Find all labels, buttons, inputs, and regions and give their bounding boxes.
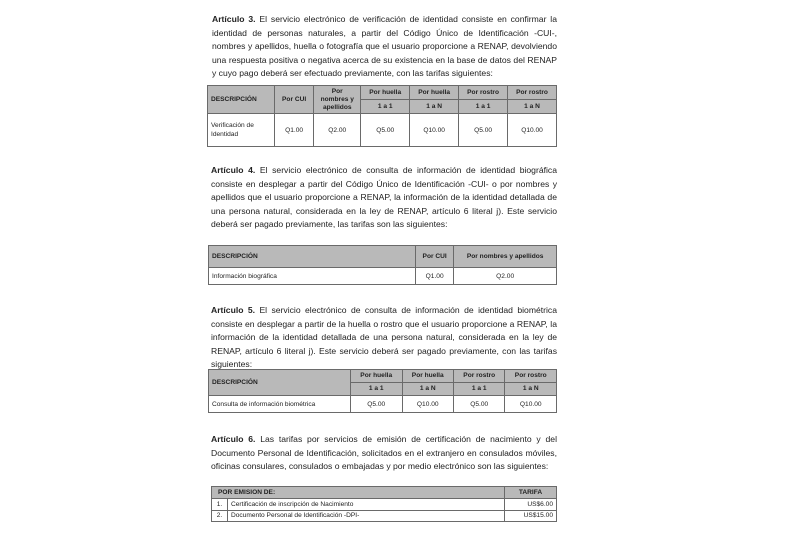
article-6-paragraph <box>211 433 557 474</box>
article-3-table <box>207 85 557 147</box>
table-cell: Q1.00 <box>275 114 314 147</box>
table-cell: Q5.00 <box>361 114 410 147</box>
col-header: Por rostro <box>459 86 508 100</box>
article-4-paragraph <box>211 164 557 232</box>
article-6-table <box>211 486 557 522</box>
article-5-text: El servicio electrónico de consulta de información de identidad biométrica consiste en desplegar a partir de la huella o rostro que el usuario proporcione a RENAP, la información de la identidad detallada de una persona natural, considerada en la ley de RENAP, artículo 6 literal j). Este servicio deberá ser pagado previamente, con las tarifas siguientes: <box>211 305 557 370</box>
col-header: Por huella <box>361 86 410 100</box>
sub-header: 1 a 1 <box>351 383 403 396</box>
article-4-heading: Artículo 4. <box>211 165 256 175</box>
article-5-paragraph <box>211 304 557 372</box>
sub-header: 1 a N <box>508 100 557 114</box>
table-cell: Q5.00 <box>351 396 403 413</box>
table-cell: Verificación de Identidad <box>208 114 275 147</box>
col-header: Por nombres y apellidos <box>454 246 557 268</box>
table-cell: Certificación de inscripción de Nacimiento <box>228 499 505 511</box>
table-cell: Q2.00 <box>454 268 557 285</box>
col-header: Por huella <box>402 370 454 383</box>
col-header: Por rostro <box>505 370 557 383</box>
article-4-text: El servicio electrónico de consulta de información de identidad biográfica consiste en desplegar a partir del Código Único de Identificación -CUI- o por nombres y apellidos que el usuario proporcione a RENAP, la información de la identidad detallada de una persona natural, considerada en la ley de RENAP, artículo 6 literal j). Este servicio deberá ser pagado previamente, las tarifas son las siguientes: <box>211 165 557 230</box>
col-header: Por huella <box>410 86 459 100</box>
sub-header: 1 a N <box>505 383 557 396</box>
row-number: 1. <box>212 499 228 511</box>
table-cell: Q1.00 <box>416 268 454 285</box>
col-header: Por rostro <box>508 86 557 100</box>
table-cell: Documento Personal de Identificación -DPI- <box>228 510 505 522</box>
col-header: Por CUI <box>275 86 314 114</box>
table-cell: Q5.00 <box>454 396 505 413</box>
col-header: Por huella <box>351 370 403 383</box>
article-3-text: El servicio electrónico de verificación de identidad consiste en confirmar la identidad de personas naturales, a partir del Código Único de Identificación -CUI-, nombres y apellidos, huella o fotografía que el usuario proporcione a RENAP, devolviendo una respuesta positiva o negativa acerca de su existencia en la base de datos del RENAP y cuyo pago deberá ser efectuado previamente, con las tarifas siguientes: <box>212 14 557 79</box>
table-cell: Q5.00 <box>459 114 508 147</box>
article-6-heading: Artículo 6. <box>211 434 256 444</box>
article-6-text: Las tarifas por servicios de emisión de certificación de nacimiento y del Documento Personal de Identificación, solicitados en el extranjero en consulados móviles, oficinas consulares, consulados o embajadas y por medio electrónico son las siguientes: <box>211 434 557 472</box>
col-header: Por CUI <box>416 246 454 268</box>
article-4-table <box>208 245 557 285</box>
table-cell: Q10.00 <box>505 396 557 413</box>
sub-header: 1 a N <box>402 383 454 396</box>
table-cell: US$6.00 <box>505 499 557 511</box>
col-header: DESCRIPCIÓN <box>209 246 416 268</box>
table-cell: US$15.00 <box>505 510 557 522</box>
table-cell: Q10.00 <box>402 396 454 413</box>
table-cell: Q10.00 <box>508 114 557 147</box>
table-cell: Consulta de información biométrica <box>209 396 351 413</box>
col-header: DESCRIPCIÓN <box>208 86 275 114</box>
article-5-heading: Artículo 5. <box>211 305 256 315</box>
table-cell: Información biográfica <box>209 268 416 285</box>
table-cell: Q10.00 <box>410 114 459 147</box>
article-3-heading: Artículo 3. <box>212 14 256 24</box>
sub-header: 1 a 1 <box>454 383 505 396</box>
article-5-table <box>208 369 557 413</box>
col-header: POR EMISION DE: <box>212 487 505 499</box>
row-number: 2. <box>212 510 228 522</box>
article-3-paragraph <box>212 13 557 81</box>
col-header: Por nombres y apellidos <box>314 86 361 114</box>
sub-header: 1 a N <box>410 100 459 114</box>
sub-header: 1 a 1 <box>361 100 410 114</box>
sub-header: 1 a 1 <box>459 100 508 114</box>
table-cell: Q2.00 <box>314 114 361 147</box>
col-header: TARIFA <box>505 487 557 499</box>
col-header: DESCRIPCIÓN <box>209 370 351 396</box>
col-header: Por rostro <box>454 370 505 383</box>
